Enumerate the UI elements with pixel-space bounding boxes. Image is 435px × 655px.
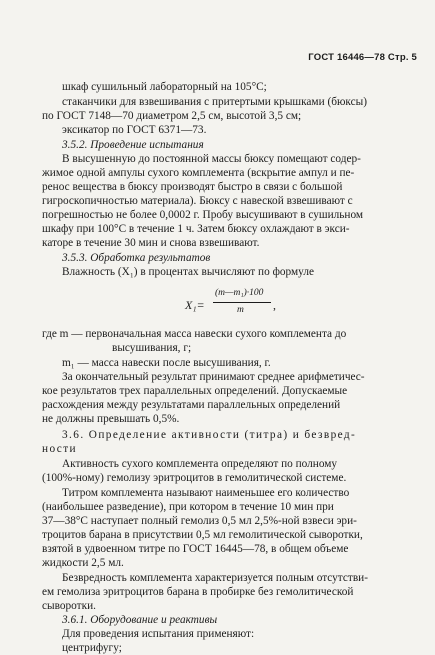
text-line: шкаф сушильный лабораторный на 105°С; — [62, 81, 267, 93]
text-line: Титром комплемента называют наименьшее его количество — [62, 487, 350, 499]
section-heading: 3.6. Определение активности (титра) и безвред- — [62, 429, 357, 441]
text-line: кое результатов трех параллельных определений. Допускаемые — [42, 385, 348, 397]
humidity-formula — [185, 288, 305, 328]
text-line: (наибольшее разведение), при котором в течение 10 мин при — [42, 501, 334, 513]
text-line: каторе в течение 30 мин и снова взвешивают. — [42, 237, 260, 249]
text-line: 37—38°С наступает полный гемолиз 0,5 мл 2,5%-ной взвеси эри- — [42, 515, 357, 527]
text-line: Безвредность комплемента характеризуется полным отсутстви- — [62, 572, 368, 584]
text-line: За окончательный результат принимают среднее арифметичес- — [62, 371, 365, 383]
fraction-bar — [213, 302, 271, 303]
text-line: погрешностью не более 0,0002 г. Пробу высушивают в сушильном — [42, 209, 364, 221]
section-heading: ности — [42, 443, 77, 455]
text-line: жимое одной ампулы сухого комплемента (вскрытие ампул и пе- — [42, 167, 355, 179]
text-line: Для проведения испытания применяют: — [62, 628, 255, 640]
text-line: шкафу при 100°С в течение 1 ч. Затем бюксу охлаждают в экси- — [42, 223, 350, 235]
text-line: ренос вещества в бюксу производят быстро в связи с большой — [42, 181, 343, 193]
text-line: ем гемолиза эритроцитов барана в пробирке без гемолитической — [42, 586, 354, 598]
text-line: эксикатор по ГОСТ 6371—73. — [62, 124, 207, 136]
text-line: В высушенную до постоянной массы бюксу помещают содер- — [62, 153, 361, 165]
formula-lhs: X₁= — [185, 298, 205, 312]
text-line: центрифугу; — [62, 642, 122, 654]
formula-tail: , — [273, 298, 276, 312]
text-line: взятой в удвоенном титре по ГОСТ 16445—78, в общем объеме — [42, 543, 349, 555]
formula-denominator: m — [237, 305, 244, 315]
text-line: где m — первоначальная масса навески сухого комплемента до — [42, 328, 347, 340]
text-line: стаканчики для взвешивания с притертыми крышками (бюксы) — [62, 96, 367, 108]
text-line: жидкости 2,5 мл. — [42, 557, 124, 569]
text-line: гигроскопичностью материала). Бюксу с навеской взвешивают с — [42, 195, 353, 207]
text-line: расхождения между результатами параллельных определений — [42, 399, 341, 411]
section-heading: 3.5.3. Обработка результатов — [62, 252, 211, 264]
section-heading: 3.6.1. Оборудование и реактивы — [62, 614, 218, 626]
text-line: не должны превышать 0,5%. — [42, 413, 180, 425]
text-line: Активность сухого комплемента определяют по полному — [62, 458, 338, 470]
text-line: высушивания, г; — [112, 342, 192, 354]
formula-numerator: (m—m₁)·100 — [215, 288, 264, 298]
text-line: m₁ — масса навески после высушивания, г. — [62, 357, 271, 369]
text-line: по ГОСТ 7148—70 диаметром 2,5 см, высотой 3,5 см; — [42, 110, 302, 122]
text-line: сыворотки. — [42, 600, 96, 612]
text-line: Влажность (X₁) в процентах вычисляют по формуле — [62, 266, 314, 278]
section-heading: 3.5.2. Проведение испытания — [62, 139, 204, 151]
text-line: (100%-ному) гемолизу эритроцитов в гемолитической системе. — [42, 472, 347, 484]
page-header: ГОСТ 16446—78 Стр. 5 — [308, 52, 417, 63]
text-line: троцитов барана в присутствии 0,5 мл гемолитической сыворотки, — [42, 529, 363, 541]
